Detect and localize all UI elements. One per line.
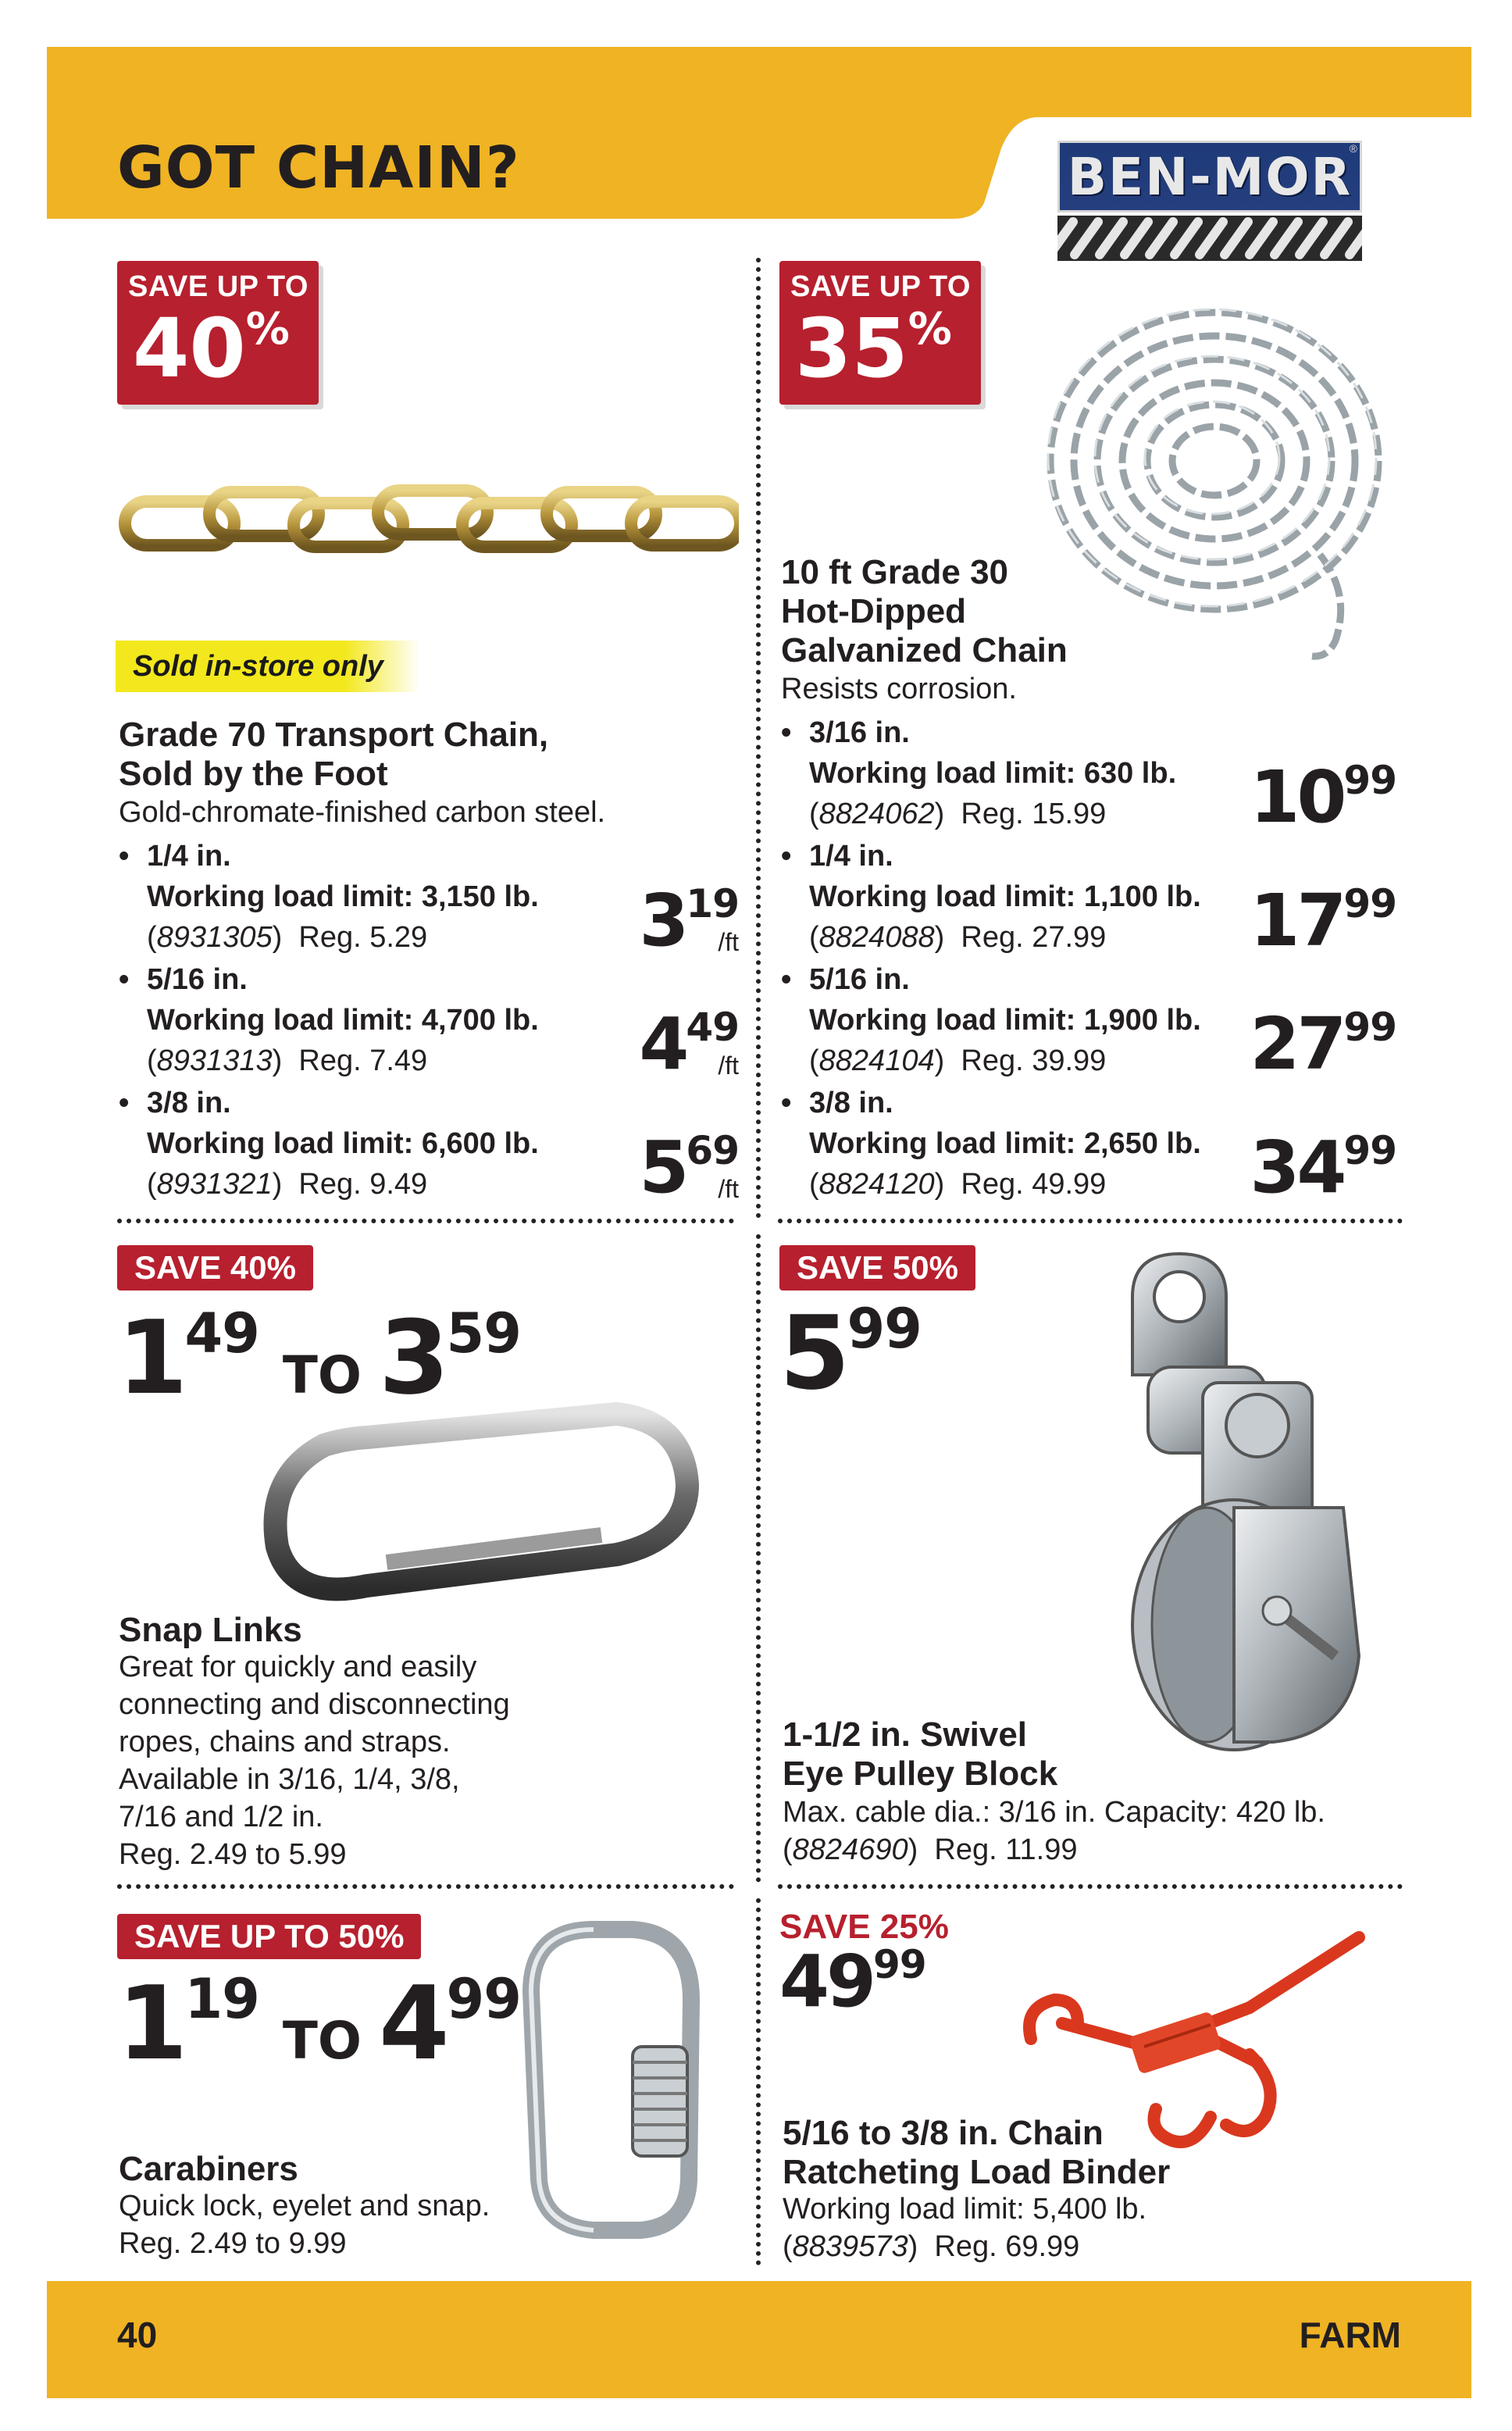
variant-row bbox=[781, 836, 1406, 962]
save-up-to-50-badge: SAVE UP TO 50% bbox=[117, 1914, 421, 1959]
reg-price: Reg. 9.49 bbox=[298, 1168, 428, 1201]
galvanized-chain-title bbox=[781, 553, 1068, 670]
description-line: Reg. 2.49 to 5.99 bbox=[119, 1838, 347, 1871]
transport-chain-description: Gold-chromate-finished carbon steel. bbox=[119, 796, 606, 829]
save-25-label: SAVE 25% bbox=[779, 1908, 949, 1946]
snap-links-price-range: 149TO 359 bbox=[117, 1298, 521, 1417]
variant-size: • 5/16 in. bbox=[781, 959, 1406, 1000]
variant-load-limit: Working load limit: 2,650 lb. bbox=[809, 1127, 1201, 1160]
title-line-1: 5/16 to 3/8 in. Chain bbox=[783, 2114, 1104, 2152]
transport-chain-variants bbox=[119, 836, 744, 1209]
rope-graphic bbox=[1057, 216, 1362, 261]
variant-load-limit: Working load limit: 6,600 lb. bbox=[147, 1127, 539, 1160]
variant-size: • 1/4 in. bbox=[119, 836, 744, 876]
title-line-2: Ratcheting Load Binder bbox=[783, 2153, 1171, 2191]
title-line-1: 10 ft Grade 30 bbox=[781, 553, 1009, 591]
to-word: TO bbox=[282, 1345, 362, 1405]
galvanized-chain-description: Resists corrosion. bbox=[781, 673, 1017, 705]
variant-sku-reg: (8824062) Reg. 15.99 bbox=[809, 798, 1107, 830]
sale-price: 449 /ft bbox=[639, 1002, 739, 1086]
variant-sku-reg: (8824120) Reg. 49.99 bbox=[809, 1168, 1107, 1201]
section-label: FARM bbox=[1299, 2315, 1401, 2355]
variant-size: • 3/16 in. bbox=[781, 712, 1406, 753]
badge-label: SAVE UP TO bbox=[128, 270, 308, 303]
sku: 8839573 bbox=[792, 2230, 908, 2263]
page-number: 40 bbox=[117, 2315, 158, 2355]
carabiner-image bbox=[515, 1914, 711, 2242]
reg-price: Reg. 49.99 bbox=[961, 1168, 1107, 1201]
per-foot-unit: /ft bbox=[718, 928, 739, 956]
variant-size: • 3/8 in. bbox=[781, 1083, 1406, 1123]
reg-price: Reg. 27.99 bbox=[961, 921, 1107, 954]
sku: 8931313 bbox=[156, 1044, 273, 1077]
reg-price: Reg. 7.49 bbox=[298, 1044, 428, 1077]
reg-price: Reg. 39.99 bbox=[961, 1044, 1107, 1077]
column-divider-bottom bbox=[756, 1898, 761, 2265]
to-word: TO bbox=[282, 2011, 362, 2071]
badge-percent: 40% bbox=[133, 301, 290, 396]
transport-chain-title bbox=[119, 716, 548, 794]
description-line: ropes, chains and straps. bbox=[119, 1726, 451, 1758]
sale-price: 1799 bbox=[1250, 879, 1396, 962]
variant-row bbox=[781, 1083, 1406, 1209]
coiled-galvanized-chain-image bbox=[1039, 297, 1406, 664]
variant-sku-reg: (8931321) Reg. 9.49 bbox=[147, 1168, 428, 1201]
variant-row bbox=[781, 712, 1406, 839]
sale-price: 2799 bbox=[1250, 1002, 1396, 1086]
title-line-1: 1-1/2 in. Swivel bbox=[783, 1715, 1028, 1754]
title-line-3: Galvanized Chain bbox=[781, 631, 1068, 669]
sale-price: 569 /ft bbox=[639, 1126, 739, 1209]
footer-band bbox=[47, 2281, 1471, 2398]
description-line: connecting and disconnecting bbox=[119, 1688, 510, 1721]
reg-price: Reg. 5.29 bbox=[298, 921, 428, 954]
sku: 8931321 bbox=[156, 1168, 273, 1201]
row-divider-right-1 bbox=[778, 1219, 1403, 1223]
variant-size: • 1/4 in. bbox=[781, 836, 1406, 876]
page-title: GOT CHAIN? bbox=[117, 134, 520, 202]
sku: 8824104 bbox=[818, 1044, 935, 1077]
carabiners-price-range: 119TO 499 bbox=[117, 1964, 521, 2083]
description-line: 7/16 and 1/2 in. bbox=[119, 1801, 323, 1833]
sku: 8824088 bbox=[818, 921, 935, 954]
ben-mor-logo bbox=[1057, 141, 1362, 266]
variant-sku-reg: (8824088) Reg. 27.99 bbox=[809, 921, 1107, 954]
description-line: Available in 3/16, 1/4, 3/8, bbox=[119, 1763, 460, 1796]
variant-row bbox=[119, 1083, 744, 1209]
snap-link-image bbox=[250, 1390, 711, 1625]
galvanized-chain-variants bbox=[781, 712, 1406, 1209]
sku: 8824120 bbox=[818, 1168, 935, 1201]
column-divider-middle bbox=[756, 1234, 761, 1883]
carabiners-reg-price: Reg. 2.49 to 9.99 bbox=[119, 2227, 347, 2260]
variant-size: • 3/8 in. bbox=[119, 1083, 744, 1123]
variant-load-limit: Working load limit: 630 lb. bbox=[809, 757, 1177, 790]
load-binder-price: 4999 bbox=[779, 1940, 926, 2023]
variant-size: • 5/16 in. bbox=[119, 959, 744, 1000]
carabiners-title: Carabiners bbox=[119, 2150, 298, 2188]
variant-row bbox=[119, 959, 744, 1086]
sale-price: 319 /ft bbox=[639, 879, 739, 962]
pulley-sku-reg: (8824690) Reg. 11.99 bbox=[783, 1833, 1078, 1866]
title-line-2: Sold by the Foot bbox=[119, 755, 388, 793]
row-divider-right-2 bbox=[778, 1884, 1403, 1889]
gold-chain-links-image bbox=[117, 469, 739, 570]
row-divider-left-1 bbox=[117, 1219, 734, 1223]
variant-load-limit: Working load limit: 3,150 lb. bbox=[147, 880, 539, 913]
pulley-price: 599 bbox=[779, 1294, 922, 1412]
sale-price: 3499 bbox=[1250, 1126, 1396, 1209]
load-binder-description: Working load limit: 5,400 lb. bbox=[783, 2193, 1147, 2226]
variant-load-limit: Working load limit: 1,100 lb. bbox=[809, 880, 1201, 913]
reg-price: Reg. 69.99 bbox=[934, 2230, 1080, 2263]
per-foot-unit: /ft bbox=[718, 1175, 739, 1203]
column-divider-top bbox=[756, 258, 761, 1219]
sold-in-store-only-tag: Sold in-store only bbox=[116, 641, 420, 692]
logo-text: BEN-MOR bbox=[1067, 146, 1353, 207]
variant-sku-reg: (8931313) Reg. 7.49 bbox=[147, 1044, 428, 1077]
title-line-2: Hot-Dipped bbox=[781, 592, 967, 630]
sku: 8824062 bbox=[818, 798, 935, 830]
title-line-1: Grade 70 Transport Chain, bbox=[119, 716, 549, 754]
badge-label: SAVE UP TO bbox=[790, 270, 971, 303]
snap-links-description bbox=[119, 1648, 510, 1873]
per-foot-unit: /ft bbox=[718, 1051, 739, 1080]
registered-mark: ® bbox=[1349, 142, 1357, 155]
pulley-description: Max. cable dia.: 3/16 in. Capacity: 420 lb. bbox=[783, 1796, 1325, 1829]
snap-links-title: Snap Links bbox=[119, 1611, 302, 1649]
pulley-title bbox=[783, 1715, 1057, 1794]
save-40-badge: SAVE 40% bbox=[117, 1245, 313, 1290]
variant-load-limit: Working load limit: 1,900 lb. bbox=[809, 1004, 1201, 1037]
variant-row bbox=[781, 959, 1406, 1086]
variant-sku-reg: (8824104) Reg. 39.99 bbox=[809, 1044, 1107, 1077]
reg-price: Reg. 11.99 bbox=[934, 1833, 1078, 1866]
reg-price: Reg. 15.99 bbox=[961, 798, 1107, 830]
sku: 8824690 bbox=[792, 1833, 908, 1866]
save-up-to-40-badge bbox=[117, 261, 319, 405]
row-divider-left-2 bbox=[117, 1884, 734, 1889]
variant-row bbox=[119, 836, 744, 962]
sku: 8931305 bbox=[156, 921, 273, 954]
sale-price: 1099 bbox=[1250, 755, 1396, 839]
variant-sku-reg: (8931305) Reg. 5.29 bbox=[147, 921, 428, 954]
load-binder-title bbox=[783, 2114, 1170, 2192]
save-50-badge: SAVE 50% bbox=[779, 1245, 975, 1290]
description-line: Great for quickly and easily bbox=[119, 1651, 477, 1683]
logo-wordmark bbox=[1057, 141, 1362, 212]
carabiners-description: Quick lock, eyelet and snap. bbox=[119, 2190, 490, 2222]
variant-load-limit: Working load limit: 4,700 lb. bbox=[147, 1004, 539, 1037]
load-binder-sku-reg: (8839573) Reg. 69.99 bbox=[783, 2230, 1080, 2263]
save-up-to-35-badge bbox=[779, 261, 981, 405]
swivel-eye-pulley-image bbox=[1117, 1250, 1375, 1758]
title-line-2: Eye Pulley Block bbox=[783, 1755, 1058, 1793]
badge-percent: 35% bbox=[795, 301, 952, 396]
